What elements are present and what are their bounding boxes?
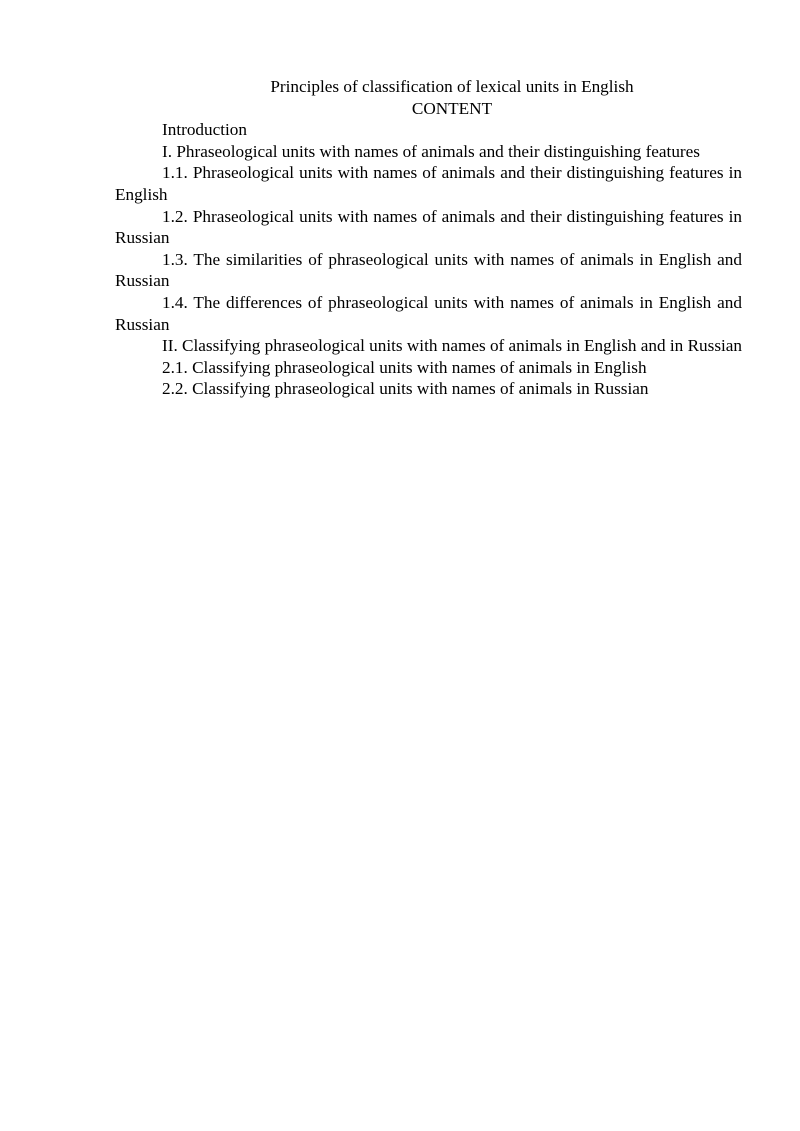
- toc-heading: CONTENT: [411, 98, 493, 118]
- document-content: [115, 76, 742, 400]
- toc-item-chapter-1: I. Phraseological units with names of animals and their distinguishing features: [162, 141, 700, 161]
- toc-item-1-1: 1.1. Phraseological units with names of animals and their distinguishing features in English: [115, 163, 742, 204]
- document-title: Principles of classification of lexical units in English: [270, 77, 634, 96]
- toc-item-1-4: 1.4. The differences of phraseological units with names of animals in English and Russian: [115, 292, 742, 334]
- toc-item-introduction: Introduction: [162, 120, 247, 140]
- toc-item-1-3: 1.3. The similarities of phraseological units with names of animals in English and Russian: [115, 249, 742, 291]
- table-of-contents: [115, 119, 742, 400]
- toc-item-1-2: 1.2. Phraseological units with names of animals and their distinguishing features in Russian: [115, 206, 742, 248]
- toc-item-2-2: 2.2. Classifying phraseological units with names of animals in Russian: [162, 379, 649, 399]
- toc-item-2-1: 2.1. Classifying phraseological units with names of animals in English: [162, 357, 647, 377]
- toc-item-chapter-2: II. Classifying phraseological units with names of animals in English and in Russian: [162, 336, 743, 356]
